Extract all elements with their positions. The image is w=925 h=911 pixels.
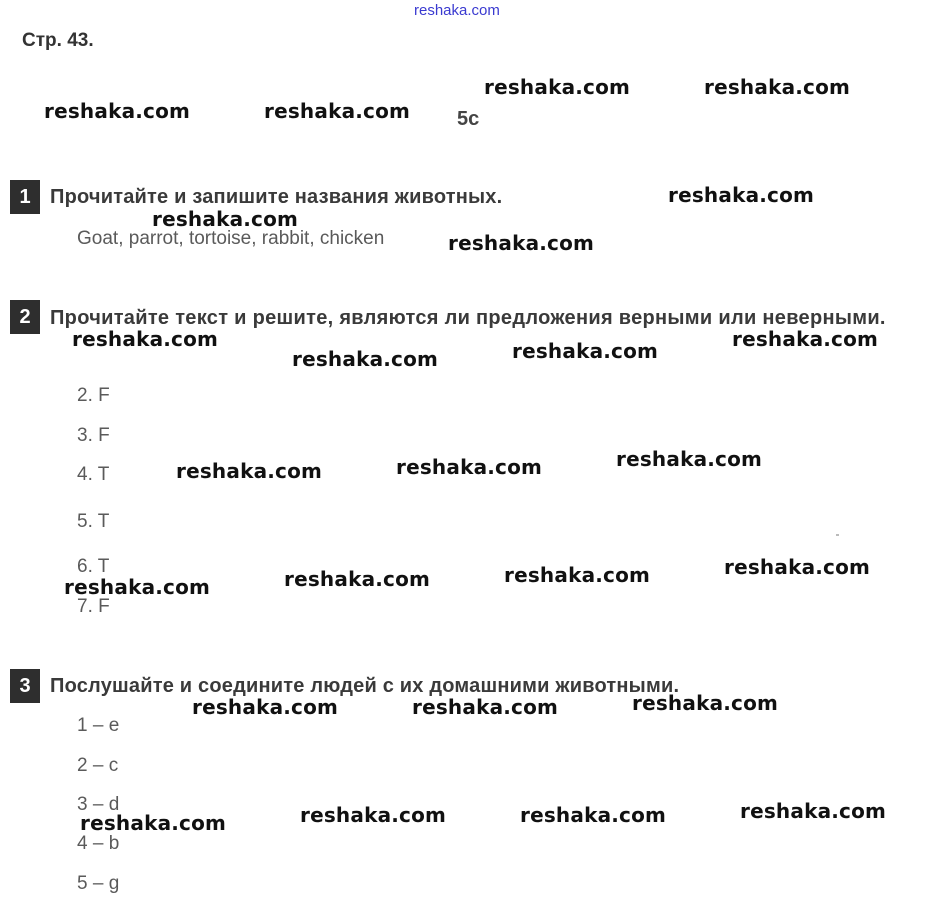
task-2-answer-2: 3. F	[77, 425, 110, 446]
task-2-answer-1: 2. F	[77, 385, 110, 406]
task-1-number: 1	[10, 180, 40, 214]
watermark: reshaka.com	[292, 347, 439, 371]
task-1-title: Прочитайте и запишите названия животных.	[50, 186, 503, 208]
watermark: reshaka.com	[396, 455, 543, 479]
watermark: reshaka.com	[724, 555, 871, 579]
task-3-number: 3	[10, 669, 40, 703]
task-2-answer-3: 4. T	[77, 464, 110, 485]
watermark: reshaka.com	[264, 99, 411, 123]
task-2-number: 2	[10, 300, 40, 334]
task-3-answer-5: 5 – g	[77, 873, 120, 894]
task-3-answer-4: 4 – b	[77, 833, 120, 854]
watermark: reshaka.com	[300, 803, 447, 827]
task-1-answer: Goat, parrot, tortoise, rabbit, chicken	[77, 228, 385, 249]
watermark: reshaka.com	[152, 207, 299, 231]
task-2-answer-5: 6. T	[77, 556, 110, 577]
watermark: reshaka.com	[512, 339, 659, 363]
watermark: reshaka.com	[632, 691, 779, 715]
watermark: reshaka.com	[284, 567, 431, 591]
unit-label: 5c	[457, 108, 480, 130]
page-label: Стр. 43.	[22, 30, 94, 51]
task-3-answer-2: 2 – c	[77, 755, 119, 776]
watermark: reshaka.com	[520, 803, 667, 827]
watermark: reshaka.com	[616, 447, 763, 471]
task-3-answer-1: 1 – e	[77, 715, 120, 736]
task-2-title: Прочитайте текст и решите, являются ли предложения верными или неверными.	[50, 307, 886, 329]
watermark: reshaka.com	[668, 183, 815, 207]
site-link[interactable]: reshaka.com	[414, 2, 500, 19]
watermark: reshaka.com	[412, 695, 559, 719]
watermark: reshaka.com	[80, 811, 227, 835]
watermark: reshaka.com	[732, 327, 879, 351]
task-2-answer-4: 5. T	[77, 511, 110, 532]
watermark: reshaka.com	[72, 327, 219, 351]
watermark: reshaka.com	[484, 75, 631, 99]
watermark: reshaka.com	[704, 75, 851, 99]
task-3-title: Послушайте и соедините людей с их домашними животными.	[50, 675, 680, 697]
watermark: reshaka.com	[504, 563, 651, 587]
watermark: reshaka.com	[64, 575, 211, 599]
task-2-answer-6: 7. F	[77, 596, 110, 617]
watermark: reshaka.com	[448, 231, 595, 255]
watermark: reshaka.com	[740, 799, 887, 823]
task-3-answer-3: 3 – d	[77, 794, 120, 815]
scan-speck	[836, 534, 839, 536]
watermark: reshaka.com	[192, 695, 339, 719]
watermark: reshaka.com	[176, 459, 323, 483]
watermark: reshaka.com	[44, 99, 191, 123]
